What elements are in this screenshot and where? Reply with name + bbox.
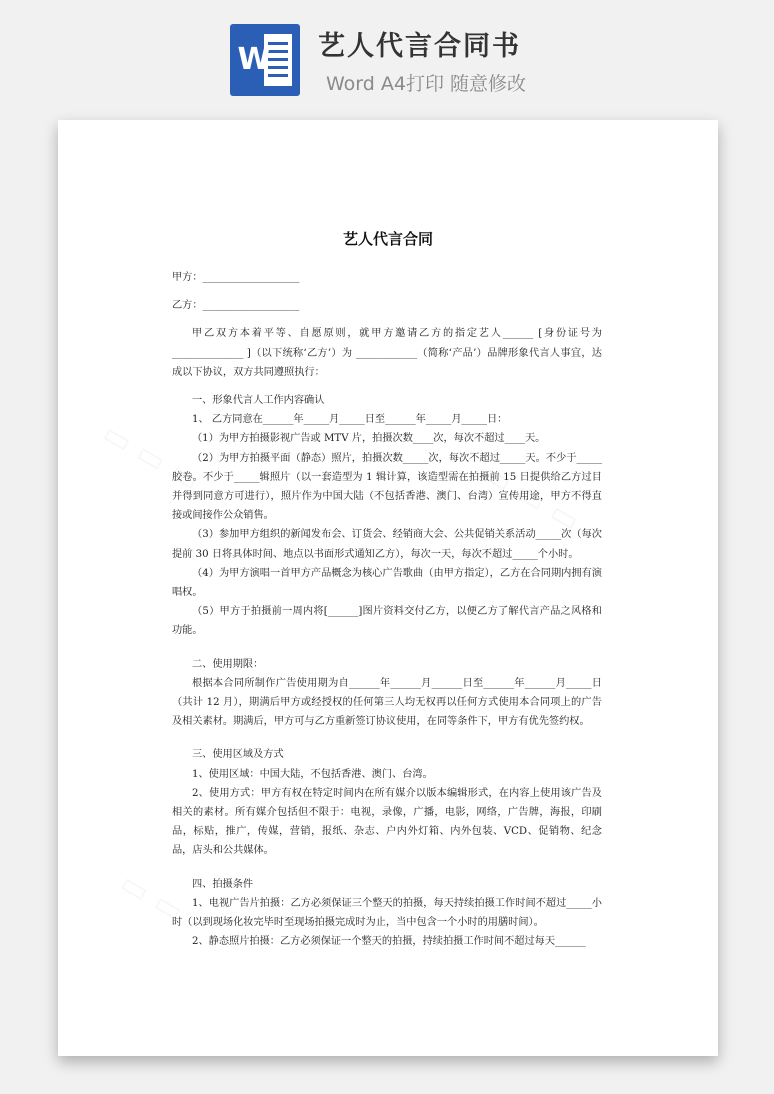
document-paragraph: 1、电视广告片拍摄：乙方必须保证三个整天的拍摄，每天持续拍摄工作时间不超过_____小时（以到现场化妆完毕时至现场拍摄完成时为止，当中包含一个小时的用膳时间）。 xyxy=(172,897,602,929)
document-paragraph: 1、 乙方同意在______年_____月_____日至______年_____月_____日： xyxy=(192,414,508,426)
banner-subtitle: Word A4打印 随意修改 xyxy=(326,73,527,95)
document-paragraph: 四、拍摄条件 xyxy=(192,878,254,890)
document-body xyxy=(172,268,602,952)
word-icon-letter: W xyxy=(237,42,271,77)
document-paragraph: （5）甲方于拍摄前一周内将[______]图片资料交付乙方，以便乙方了解代言产品之风格和功能。 xyxy=(172,606,602,637)
document-paragraph: 1、使用区域：中国大陆，不包括香港、澳门、台湾。 xyxy=(192,768,433,780)
document-paragraph: 2、使用方式：甲方有权在特定时间内在所有媒介以版本编辑形式，在内容上使用该广告及相关的素材。所有媒介包括但不限于：电视，录像，广播，电影，网络，广告牌，海报，印刷品，标贴，推广，传媒，营销，报纸、杂志、户内外灯箱、内外包装、VCD、促销物、纪念品，店头和公共媒体。 xyxy=(172,787,602,857)
document-paragraph: 根据本合同所制作广告使用期为自______年______月______日至______年______月_____日（共计 12 月），期满后甲方或经授权的任何第三人均无权再以任何方式使用本合同项上的广告及相关素材。期满后，甲方可与乙方重新签订协议使用，在同等条件下，甲方有优先签约权。 xyxy=(172,677,602,728)
document-paragraph: 一、形象代言人工作内容确认 xyxy=(192,395,325,407)
document-paragraph: （1）为甲方拍摄影视广告或 MTV 片，拍摄次数____次，每次不超过____天。 xyxy=(192,433,546,445)
word-document-icon xyxy=(230,24,300,96)
document-paragraph: 2、静态照片拍摄：乙方必须保证一个整天的拍摄，持续拍摄工作时间不超过每天______ xyxy=(192,936,586,948)
document-paragraph: （4）为甲方演唱一首甲方产品概念为核心广告歌曲（由甲方指定），乙方在合同期内拥有演唱权。 xyxy=(172,567,602,599)
document-paragraph: （3）参加甲方组织的新闻发布会、订货会、经销商大会、公共促销关系活动_____次（每次提前 30 日将具体时间、地点以书面形式通知乙方），每次一天，每次不超过_____个小时。 xyxy=(172,529,602,560)
banner-title: 艺人代言合同书 xyxy=(318,31,521,62)
document-title: 艺人代言合同 xyxy=(342,230,433,248)
header-banner xyxy=(0,0,774,110)
document-paragraph: 乙方：___________________ xyxy=(172,300,300,312)
document-page xyxy=(58,120,718,1056)
document-paragraph: 甲乙双方本着平等、自愿原则，就甲方邀请乙方的指定艺人______ [身份证号为______________ ]（以下统称‘乙方’）为 ____________（简称‘产品’）品牌形象代言人事宜，达成以下协议，双方共同遵照执行： xyxy=(172,328,602,378)
document-paragraph: 三、使用区域及方式 xyxy=(192,749,284,761)
document-paragraph: 甲方：___________________ xyxy=(172,272,300,283)
document-paragraph: （2）为甲方拍摄平面（静态）照片，拍摄次数_____次，每次不超过_____天。不少于_____胶卷。不少于_____辑照片（以一套造型为 1 辑计算，该造型需在拍摄前 15 日提供给乙方过目并得到同意方可进行），照片作为中国大陆（不包括香港、澳门、台湾）宣传用途，甲方不得直接或间接作公众销售。 xyxy=(172,452,602,522)
document-paragraph: 二、使用期限： xyxy=(192,658,264,670)
